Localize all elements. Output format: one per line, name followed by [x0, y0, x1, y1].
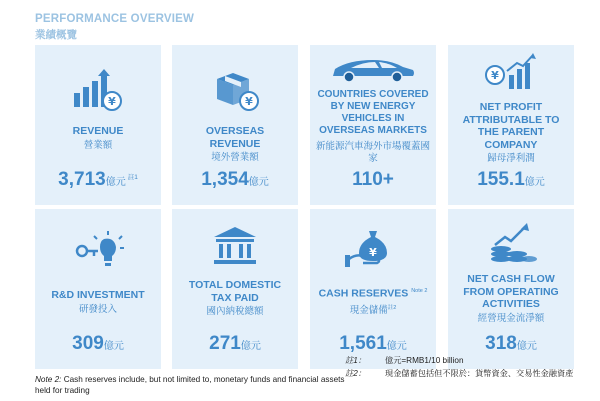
money-bag-icon: [341, 221, 405, 271]
countries-covered-card: [310, 45, 436, 205]
footnotes-zh: [345, 354, 573, 380]
card-title: OVERSEAS REVENUE: [205, 125, 265, 150]
net-profit-card: [448, 45, 574, 205]
rd-lightbulb-icon: [66, 225, 130, 275]
coin-stack-icon: [479, 217, 543, 267]
revenue-card: [35, 45, 161, 205]
card-title: TOTAL DOMESTIC TAX PAID: [188, 279, 282, 304]
card-title: REVENUE: [72, 125, 124, 137]
bank-building-icon: [203, 221, 267, 271]
section-header: [35, 13, 194, 42]
svg-text:¥: ¥: [369, 246, 377, 259]
card-subtitle: 國內納稅總額: [206, 306, 264, 317]
footnote-2: 註2： 現金儲蓄包括但不限於：貨幣資金、交易性金融資產: [345, 369, 574, 378]
card-value: 318億元: [485, 333, 537, 354]
card-value: 1,354億元: [201, 169, 269, 190]
svg-text:¥: ¥: [108, 95, 116, 108]
page-title-zh: 業績概覽: [35, 29, 77, 41]
card-subtitle: 新能源汽車海外市場覆蓋國家: [316, 141, 431, 164]
domestic-tax-card: [172, 209, 298, 369]
profit-chart-icon: [479, 53, 543, 93]
car-icon: [328, 55, 418, 85]
card-value: 1,561億元: [339, 333, 407, 354]
card-title: NET CASH FLOW FROM OPERATING ACTIVITIES: [463, 273, 559, 310]
net-cash-flow-card: [448, 209, 574, 369]
card-value: 309億元: [72, 333, 124, 354]
overseas-box-icon: [203, 67, 267, 117]
footnote-en: Note 2: Cash reserves include, but not limited to, monetary funds and financial assets held for trading: [35, 375, 345, 395]
card-subtitle: 營業額: [83, 139, 113, 151]
card-subtitle: 經營現金流淨額: [477, 312, 545, 324]
card-value: 3,713億元 $^{註1}$: [58, 169, 138, 190]
page-title: PERFORMANCE OVERVIEW: [35, 13, 195, 25]
card-subtitle: 境外營業額: [211, 152, 259, 163]
card-value: 155.1億元: [477, 169, 545, 190]
rd-investment-card: [35, 209, 161, 369]
revenue-growth-icon: [66, 67, 130, 117]
cash-reserves-card: [310, 209, 436, 369]
card-subtitle: 研發投入: [78, 303, 117, 315]
card-subtitle: 現金儲備$^{註2}$: [349, 305, 397, 317]
card-title: COUNTRIES COVERED BY NEW ENERGY VEHICLES IN OVERSEAS MARKETS: [317, 89, 429, 136]
svg-text:¥: ¥: [245, 95, 253, 108]
overseas-revenue-card: [172, 45, 298, 205]
card-value: 271億元: [209, 333, 261, 354]
card-title: R&D INVESTMENT: [51, 289, 145, 301]
footnote-1: 註1： 億元=RMB1/10 billion: [345, 356, 464, 365]
card-title: CASH RESERVES $^{Note 2}$: [318, 287, 428, 300]
card-value: 110+: [352, 169, 394, 190]
card-subtitle: 歸母淨利潤: [487, 153, 535, 164]
svg-text:¥: ¥: [491, 69, 499, 82]
card-title: NET PROFIT ATTRIBUTABLE TO THE PARENT COMPANY: [462, 101, 560, 151]
